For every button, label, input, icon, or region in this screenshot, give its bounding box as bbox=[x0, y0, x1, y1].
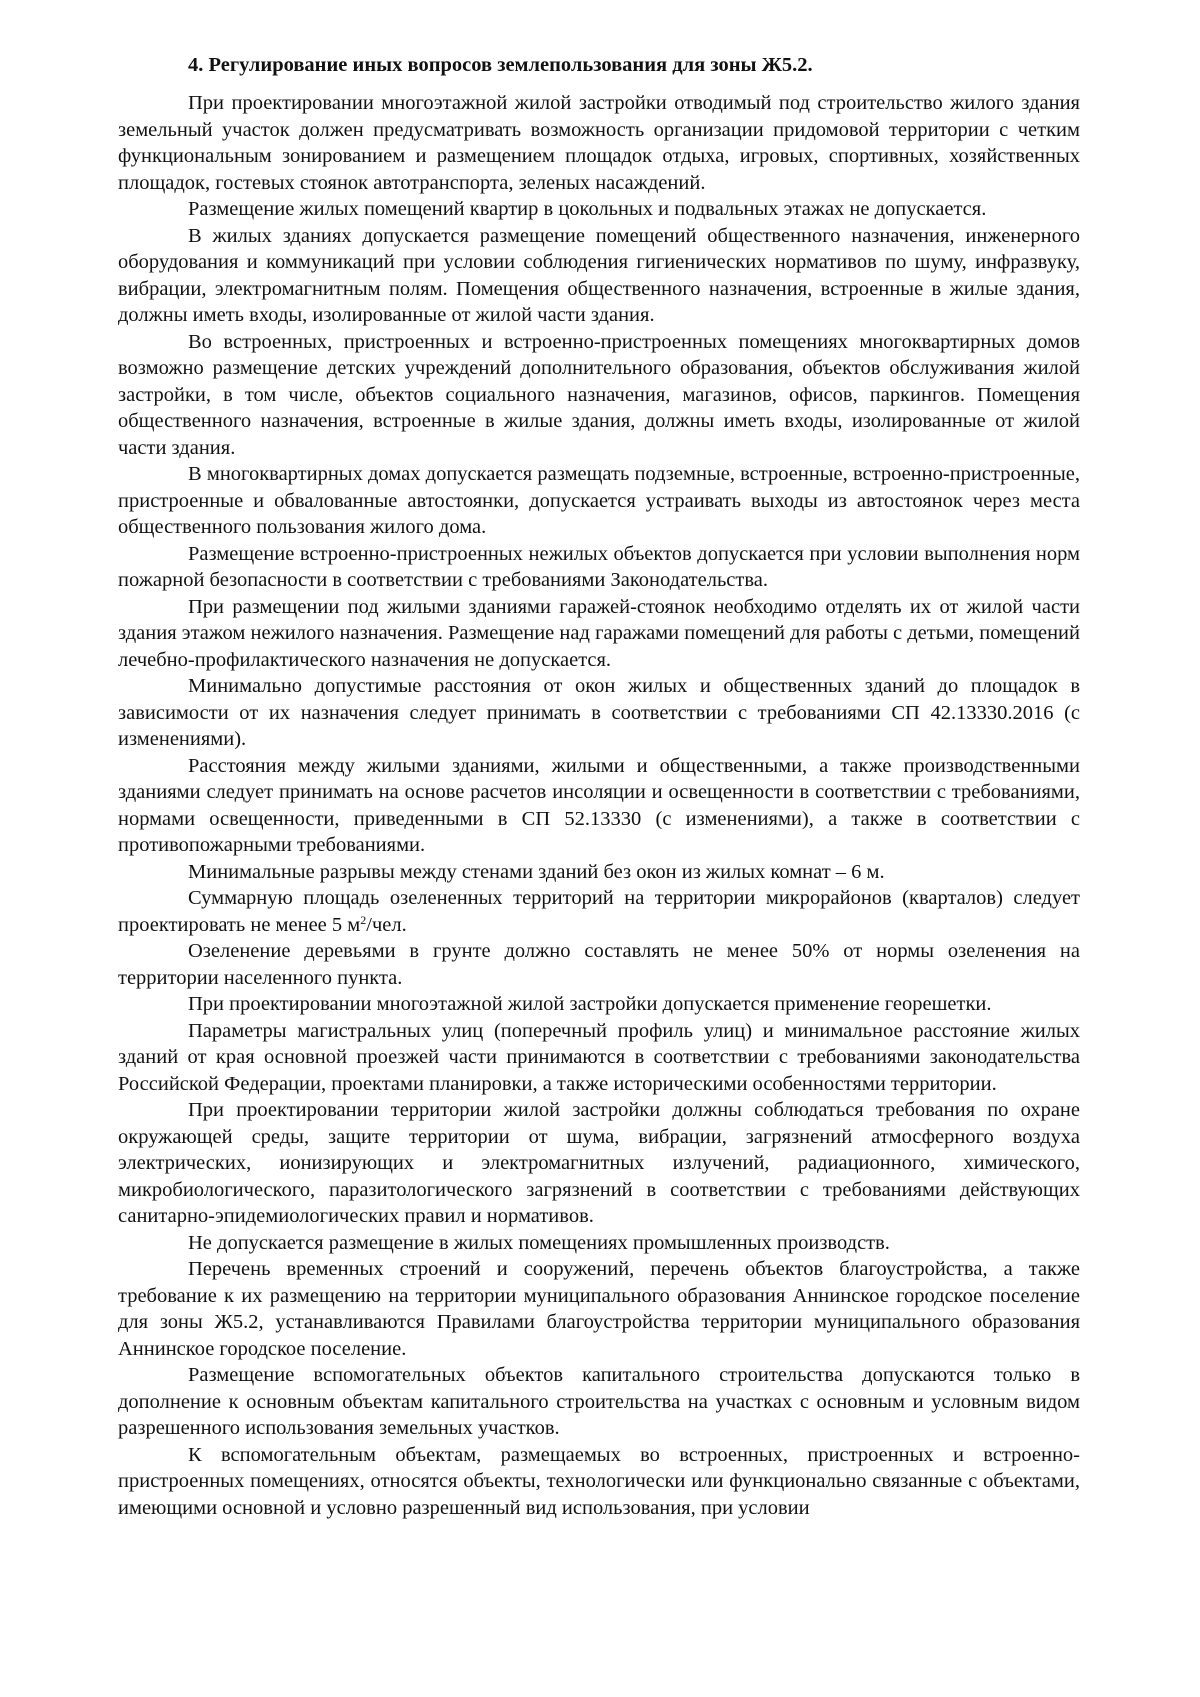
paragraph-14: Параметры магистральных улиц (поперечный профиль улиц) и минимальное расстояние жилых зданий от края основной проезжей части принимаются в соответствии с требованиями законодательства Российской Федерации, проектами планировки, а также историческими особенностями территории. bbox=[118, 1019, 1080, 1095]
green-area-text: Суммарную площадь озелененных территорий на территории микрорайонов (кварталов) следует проектировать не менее 5 м bbox=[118, 887, 1080, 936]
paragraph-16: Не допускается размещение в жилых помещениях промышленных производств. bbox=[188, 1231, 890, 1254]
green-area-unit: /чел. bbox=[366, 913, 407, 936]
paragraph-19: К вспомогательным объектам, размещаемых во встроенных, пристроенных и встроенно-пристроенных помещениях, относятся объекты, технологически или функционально связанные с объектами, имеющими основной и условно разрешенный вид использования, при условии bbox=[118, 1443, 1080, 1519]
paragraph-18: Размещение вспомогательных объектов капитального строительства допускаются только в дополнение к основным объектам капитального строительства на участках с основным и условным видом разрешенного использования земельных участков. bbox=[118, 1364, 1080, 1439]
paragraph-4: Во встроенных, пристроенных и встроенно-пристроенных помещениях многоквартирных домов возможно размещение детских учреждений дополнительного образования, объектов обслуживания жилой застройки, в том числе, объектов социального назначения, магазинов, офисов, паркингов. Помещения общественного назначения, встроенные в жилые здания, должны иметь входы, изолированные от жилой части здания. bbox=[118, 330, 1080, 459]
paragraph-green-area bbox=[118, 885, 1080, 938]
paragraph-7: При размещении под жилыми зданиями гаражей-стоянок необходимо отделять их от жилой части здания этажом нежилого назначения. Размещение над гаражами помещений для работы с детьми, помещений лечебно-профилактического назначения не допускается. bbox=[118, 595, 1080, 671]
paragraph-3: В жилых зданиях допускается размещение помещений общественного назначения, инженерного оборудования и коммуникаций при условии соблюдения гигиенических нормативов по шуму, инфразвуку, вибрации, электромагнитным полям. Помещения общественного назначения, встроенные в жилые здания, должны иметь входы, изолированные от жилой части здания. bbox=[118, 224, 1080, 326]
paragraph-17: Перечень временных строений и сооружений, перечень объектов благоустройства, а также требование к их размещению на территории муниципального образования Аннинское городское поселение для зоны Ж5.2, устанавливаются Правилами благоустройства территории муниципального образования Аннинское городское поселение. bbox=[118, 1258, 1080, 1360]
paragraph-10: Минимальные разрывы между стенами зданий без окон из жилых комнат – 6 м. bbox=[188, 860, 885, 883]
green-area-superscript: 2 bbox=[360, 912, 367, 927]
paragraph-6: Размещение встроенно-пристроенных нежилых объектов допускается при условии выполнения норм пожарной безопасности в соответствии с требованиями Законодательства. bbox=[118, 542, 1080, 591]
paragraph-5: В многоквартирных домах допускается размещать подземные, встроенные, встроенно-пристроенные, пристроенные и обвалованные автостоянки, допускается устраивать выходы из автостоянок через места общественного пользования жилого дома. bbox=[118, 463, 1080, 538]
paragraph-15: При проектировании территории жилой застройки должны соблюдаться требования по охране окружающей среды, защите территории от шума, вибрации, загрязнений атмосферного воздуха электрических, ионизирующих и электромагнитных излучений, радиационного, химического, микробиологического, паразитологического загрязнений в соответствии с требованиями действующих санитарно-эпидемиологических правил и нормативов. bbox=[118, 1099, 1080, 1227]
section-heading: 4. Регулирование иных вопросов землепользования для зоны Ж5.2. bbox=[188, 54, 813, 76]
paragraph-2: Размещение жилых помещений квартир в цокольных и подвальных этажах не допускается. bbox=[188, 198, 987, 220]
document-page bbox=[118, 52, 1080, 1521]
paragraph-13: При проектировании многоэтажной жилой застройки допускается применение георешетки. bbox=[188, 993, 992, 1015]
paragraph-1: При проектировании многоэтажной жилой застройки отводимый под строительство жилого здания земельный участок должен предусматривать возможность организации придомовой территории с четким функциональным зонированием и размещением площадок отдыха, игровых, спортивных, хозяйственных площадок, гостевых стоянок автотранспорта, зеленых насаждений. bbox=[118, 92, 1080, 194]
paragraph-9: Расстояния между жилыми зданиями, жилыми и общественными, а также производственными зданиями следует принимать на основе расчетов инсоляции и освещенности в соответствии с требованиями, нормами освещенности, приведенными в СП 52.13330 (с изменениями), а также в соответствии с противопожарными требованиями. bbox=[118, 754, 1080, 856]
paragraph-12: Озеленение деревьями в грунте должно составлять не менее 50% от нормы озеленения на территории населенного пункта. bbox=[118, 940, 1080, 989]
paragraph-8: Минимально допустимые расстояния от окон жилых и общественных зданий до площадок в зависимости от их назначения следует принимать в соответствии с требованиями СП 42.13330.2016 (с изменениями). bbox=[118, 675, 1080, 750]
